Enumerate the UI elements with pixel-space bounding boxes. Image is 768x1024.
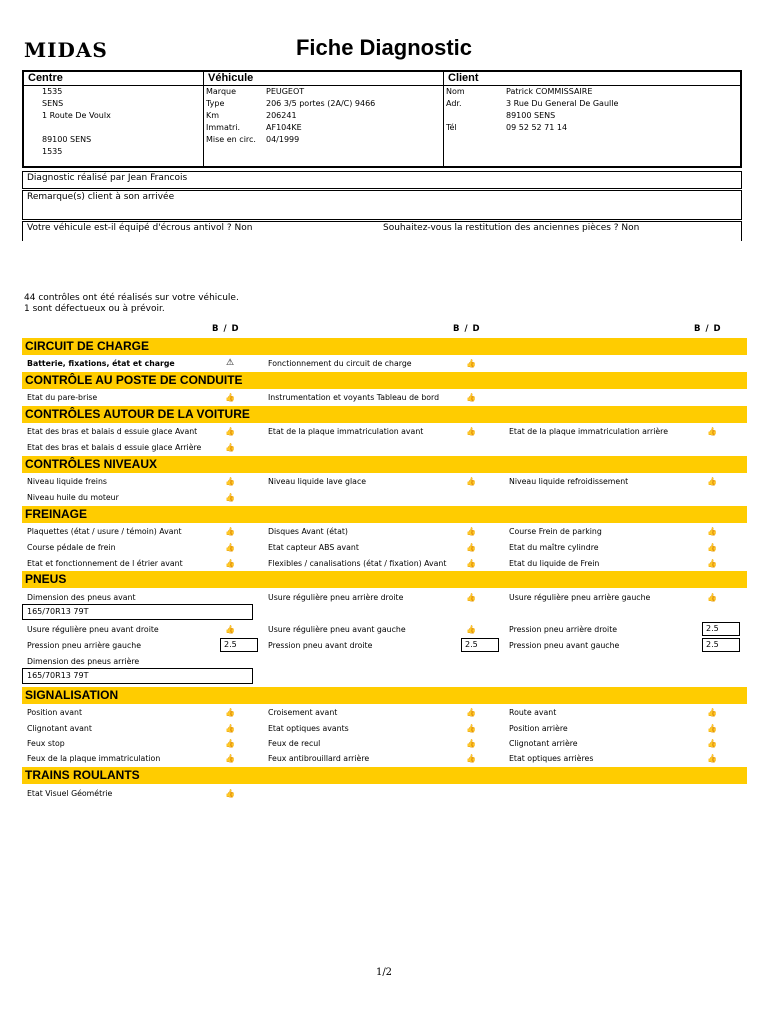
- check-cell: [504, 751, 745, 766]
- warning-icon: ⚠: [225, 358, 235, 368]
- check-label: Clignotant arrière: [509, 739, 578, 748]
- check-label: Etat et fonctionnement de l étrier avant: [27, 559, 183, 568]
- check-label: Course pédale de frein: [27, 543, 116, 552]
- vehicule-field-key: Type: [206, 99, 225, 108]
- check-cell: [504, 622, 745, 637]
- tyre-size-field: 165/70R13 79T: [22, 668, 253, 684]
- client-field: [444, 98, 740, 110]
- check-label: Etat capteur ABS avant: [268, 543, 359, 552]
- vehicule-field: [204, 122, 443, 134]
- centre-lines: [24, 86, 203, 158]
- check-label: Route avant: [509, 708, 557, 717]
- check-label: Flexibles / canalisations (état / fixation) Avant: [268, 559, 447, 568]
- client-column: [444, 72, 740, 166]
- summary-line-1: 44 contrôles ont été réalisés sur votre véhicule.: [24, 293, 239, 303]
- vehicule-field: [204, 134, 443, 146]
- check-label: Course Frein de parking: [509, 527, 602, 536]
- check-cell: [263, 390, 504, 405]
- check-label: Etat optiques avants: [268, 724, 349, 733]
- client-field-value: 3 Rue Du General De Gaulle: [506, 99, 619, 108]
- centre-column: [24, 72, 204, 166]
- vehicule-field-key: Km: [206, 111, 220, 120]
- check-item: [22, 490, 747, 505]
- check-label: Feux stop: [27, 739, 65, 748]
- thumbs-up-icon: 👍: [707, 739, 717, 748]
- thumbs-up-icon: 👍: [707, 543, 717, 552]
- page-number: 1/2: [375, 967, 393, 978]
- check-label: Pression pneu avant droite: [268, 641, 373, 650]
- vehicule-field-key: Immatri.: [206, 123, 241, 132]
- vehicule-field: [204, 86, 443, 98]
- check-label: Etat du maître cylindre: [509, 543, 599, 552]
- thumbs-up-icon: 👍: [466, 754, 476, 763]
- thumbs-up-icon: 👍: [707, 527, 717, 536]
- check-cell: [504, 540, 745, 555]
- thumbs-up-icon: 👍: [707, 754, 717, 763]
- thumbs-up-icon: 👍: [466, 393, 476, 402]
- centre-line: [42, 122, 203, 134]
- check-item: [22, 474, 747, 489]
- client-field-key: Adr.: [446, 99, 462, 108]
- check-label: Etat du liquide de Frein: [509, 559, 600, 568]
- thumbs-up-icon: 👍: [225, 443, 235, 452]
- thumbs-up-icon: 👍: [225, 477, 235, 486]
- check-item: [22, 622, 747, 637]
- thumbs-up-icon: 👍: [466, 739, 476, 748]
- thumbs-up-icon: 👍: [707, 724, 717, 733]
- check-label: Etat de la plaque immatriculation arrière: [509, 427, 668, 436]
- thumbs-up-icon: 👍: [225, 493, 235, 502]
- thumbs-up-icon: 👍: [707, 477, 717, 486]
- section-header: CONTRÔLES AUTOUR DE LA VOITURE: [22, 406, 747, 423]
- vehicule-fields: [204, 86, 443, 146]
- client-field-value: Patrick COMMISSAIRE: [506, 87, 593, 96]
- check-label: Fonctionnement du circuit de charge: [268, 359, 412, 368]
- check-item: [22, 540, 747, 555]
- section-header: TRAINS ROULANTS: [22, 767, 747, 784]
- thumbs-up-icon: 👍: [225, 724, 235, 733]
- pressure-value: 2.5: [220, 638, 258, 652]
- centre-line: 1535: [42, 147, 63, 156]
- check-item: [22, 736, 747, 751]
- vehicule-field-value: 04/1999: [266, 135, 300, 144]
- vehicule-field: [204, 98, 443, 110]
- check-item: [22, 751, 747, 766]
- pressure-value: 2.5: [702, 638, 740, 652]
- check-item: [22, 638, 747, 653]
- thumbs-up-icon: 👍: [466, 543, 476, 552]
- check-cell: [504, 590, 745, 605]
- check-label: Usure régulière pneu avant gauche: [268, 625, 406, 634]
- check-label: Etat Visuel Géométrie: [27, 789, 113, 798]
- vehicule-heading: Véhicule: [204, 72, 443, 86]
- vehicule-field-key: Marque: [206, 87, 237, 96]
- check-cell: [504, 638, 745, 653]
- diagnostic-by: Diagnostic réalisé par Jean Francois: [27, 173, 188, 183]
- section-header: PNEUS: [22, 571, 747, 588]
- check-cell: [504, 524, 745, 539]
- check-item: [22, 524, 747, 539]
- check-label: Etat des bras et balais d essuie glace Arrière: [27, 443, 202, 452]
- client-fields: [444, 86, 740, 134]
- restitution-question: Souhaitez-vous la restitution des anciennes pièces ? Non: [383, 223, 640, 233]
- section-header: CONTRÔLES NIVEAUX: [22, 456, 747, 473]
- check-label: Etat du pare-brise: [27, 393, 98, 402]
- remarques-label: Remarque(s) client à son arrivée: [27, 192, 175, 202]
- check-item: [22, 440, 747, 455]
- check-label: Niveau liquide lave glace: [268, 477, 367, 486]
- thumbs-up-icon: 👍: [466, 427, 476, 436]
- check-label: Batterie, fixations, état et charge: [27, 359, 175, 368]
- check-cell: [263, 356, 504, 371]
- thumbs-up-icon: 👍: [225, 789, 235, 798]
- check-cell: [504, 736, 745, 751]
- diagnostic-by-box: [22, 171, 742, 189]
- check-label: Usure régulière pneu arrière gauche: [509, 593, 651, 602]
- client-field: [444, 86, 740, 98]
- client-heading: Client: [444, 72, 740, 86]
- summary-line-2: 1 sont défectueux ou à prévoir.: [24, 304, 165, 314]
- check-label: Croisement avant: [268, 708, 338, 717]
- check-label: Dimension des pneus arrière: [27, 657, 140, 666]
- check-item: [22, 590, 747, 605]
- thumbs-up-icon: 👍: [225, 708, 235, 717]
- thumbs-up-icon: 👍: [225, 754, 235, 763]
- vehicule-field-value: PEUGEOT: [266, 87, 305, 96]
- client-field-value: 09 52 52 71 14: [506, 123, 568, 132]
- check-item: [22, 424, 747, 439]
- check-label: Etat de la plaque immatriculation avant: [268, 427, 424, 436]
- check-label: Etat des bras et balais d essuie glace Avant: [27, 427, 198, 436]
- check-cell: [504, 474, 745, 489]
- client-field-key: [444, 110, 506, 122]
- thumbs-up-icon: 👍: [466, 527, 476, 536]
- vehicule-field-value: AF104KE: [266, 123, 302, 132]
- check-label: Instrumentation et voyants Tableau de bord: [268, 393, 440, 402]
- thumbs-up-icon: 👍: [466, 724, 476, 733]
- vehicule-field: [204, 110, 443, 122]
- check-label: Plaquettes (état / usure / témoin) Avant: [27, 527, 182, 536]
- check-label: Pression pneu arrière gauche: [27, 641, 142, 650]
- check-label: Niveau huile du moteur: [27, 493, 119, 502]
- client-field-key: Tél: [446, 123, 457, 132]
- check-label: Niveau liquide freins: [27, 477, 107, 486]
- check-label: Feux de la plaque immatriculation: [27, 754, 161, 763]
- thumbs-up-icon: 👍: [707, 427, 717, 436]
- centre-line: 1 Route De Voulx: [42, 111, 111, 120]
- section-header: CIRCUIT DE CHARGE: [22, 338, 747, 355]
- check-cell: [504, 556, 745, 571]
- client-field: [444, 110, 740, 122]
- page-title: Fiche Diagnostic: [295, 35, 473, 60]
- check-item: [22, 705, 747, 720]
- check-label: Pression pneu arrière droite: [509, 625, 618, 634]
- header-box: [22, 70, 742, 168]
- section-header: SIGNALISATION: [22, 687, 747, 704]
- tyre-size-field: 165/70R13 79T: [22, 604, 253, 620]
- check-cell: [22, 654, 263, 669]
- check-item: [22, 556, 747, 571]
- thumbs-up-icon: 👍: [466, 559, 476, 568]
- check-label: Feux de recul: [268, 739, 321, 748]
- vehicule-field-value: 206241: [266, 111, 297, 120]
- thumbs-up-icon: 👍: [225, 625, 235, 634]
- section-header: FREINAGE: [22, 506, 747, 523]
- thumbs-up-icon: 👍: [466, 708, 476, 717]
- thumbs-up-icon: 👍: [466, 625, 476, 634]
- vehicule-field-key: Mise en circ.: [206, 135, 256, 144]
- check-item: [22, 721, 747, 736]
- vehicule-column: [204, 72, 444, 166]
- questions-box: [22, 221, 742, 241]
- thumbs-up-icon: 👍: [466, 477, 476, 486]
- centre-line: 89100 SENS: [42, 135, 92, 144]
- centre-heading: Centre: [24, 72, 203, 86]
- remarques-box: [22, 190, 742, 220]
- client-field: [444, 122, 740, 134]
- thumbs-up-icon: 👍: [707, 708, 717, 717]
- thumbs-up-icon: 👍: [466, 359, 476, 368]
- section-header: CONTRÔLE AU POSTE DE CONDUITE: [22, 372, 747, 389]
- check-label: Usure régulière pneu avant droite: [27, 625, 159, 634]
- check-cell: [504, 424, 745, 439]
- check-cell: [22, 490, 263, 505]
- check-item: [22, 654, 747, 669]
- thumbs-up-icon: 👍: [225, 739, 235, 748]
- pressure-value: 2.5: [461, 638, 499, 652]
- check-label: Feux antibrouillard arrière: [268, 754, 370, 763]
- summary: [24, 293, 239, 315]
- check-label: Etat optiques arrières: [509, 754, 594, 763]
- check-label: Niveau liquide refroidissement: [509, 477, 629, 486]
- check-label: Pression pneu avant gauche: [509, 641, 620, 650]
- centre-line: 1535: [42, 87, 63, 96]
- thumbs-up-icon: 👍: [225, 527, 235, 536]
- bd-header-col3: B / D: [694, 324, 722, 334]
- pressure-value: 2.5: [702, 622, 740, 636]
- centre-line: SENS: [42, 99, 64, 108]
- bd-header-col1: B / D: [212, 324, 240, 334]
- check-cell: [504, 705, 745, 720]
- check-label: Position arrière: [509, 724, 568, 733]
- thumbs-up-icon: 👍: [225, 559, 235, 568]
- thumbs-up-icon: 👍: [225, 393, 235, 402]
- client-field-value: 89100 SENS: [506, 111, 556, 120]
- thumbs-up-icon: 👍: [466, 593, 476, 602]
- check-cell: [504, 721, 745, 736]
- check-item: [22, 390, 747, 405]
- bd-header-col2: B / D: [453, 324, 481, 334]
- thumbs-up-icon: 👍: [707, 593, 717, 602]
- check-label: Clignotant avant: [27, 724, 92, 733]
- check-cell: [22, 786, 263, 801]
- vehicule-field-value: 206 3/5 portes (2A/C) 9466: [266, 99, 376, 108]
- check-label: Position avant: [27, 708, 83, 717]
- check-label: Dimension des pneus avant: [27, 593, 136, 602]
- check-label: Disques Avant (état): [268, 527, 348, 536]
- check-item: [22, 786, 747, 801]
- thumbs-up-icon: 👍: [225, 427, 235, 436]
- antivol-question: Votre véhicule est-il équipé d'écrous antivol ? Non: [27, 223, 253, 233]
- check-cell: [22, 440, 263, 455]
- client-field-key: Nom: [446, 87, 465, 96]
- check-item: [22, 356, 747, 371]
- check-label: Usure régulière pneu arrière droite: [268, 593, 404, 602]
- midas-logo: MIDAS: [24, 38, 108, 62]
- thumbs-up-icon: 👍: [225, 543, 235, 552]
- thumbs-up-icon: 👍: [707, 559, 717, 568]
